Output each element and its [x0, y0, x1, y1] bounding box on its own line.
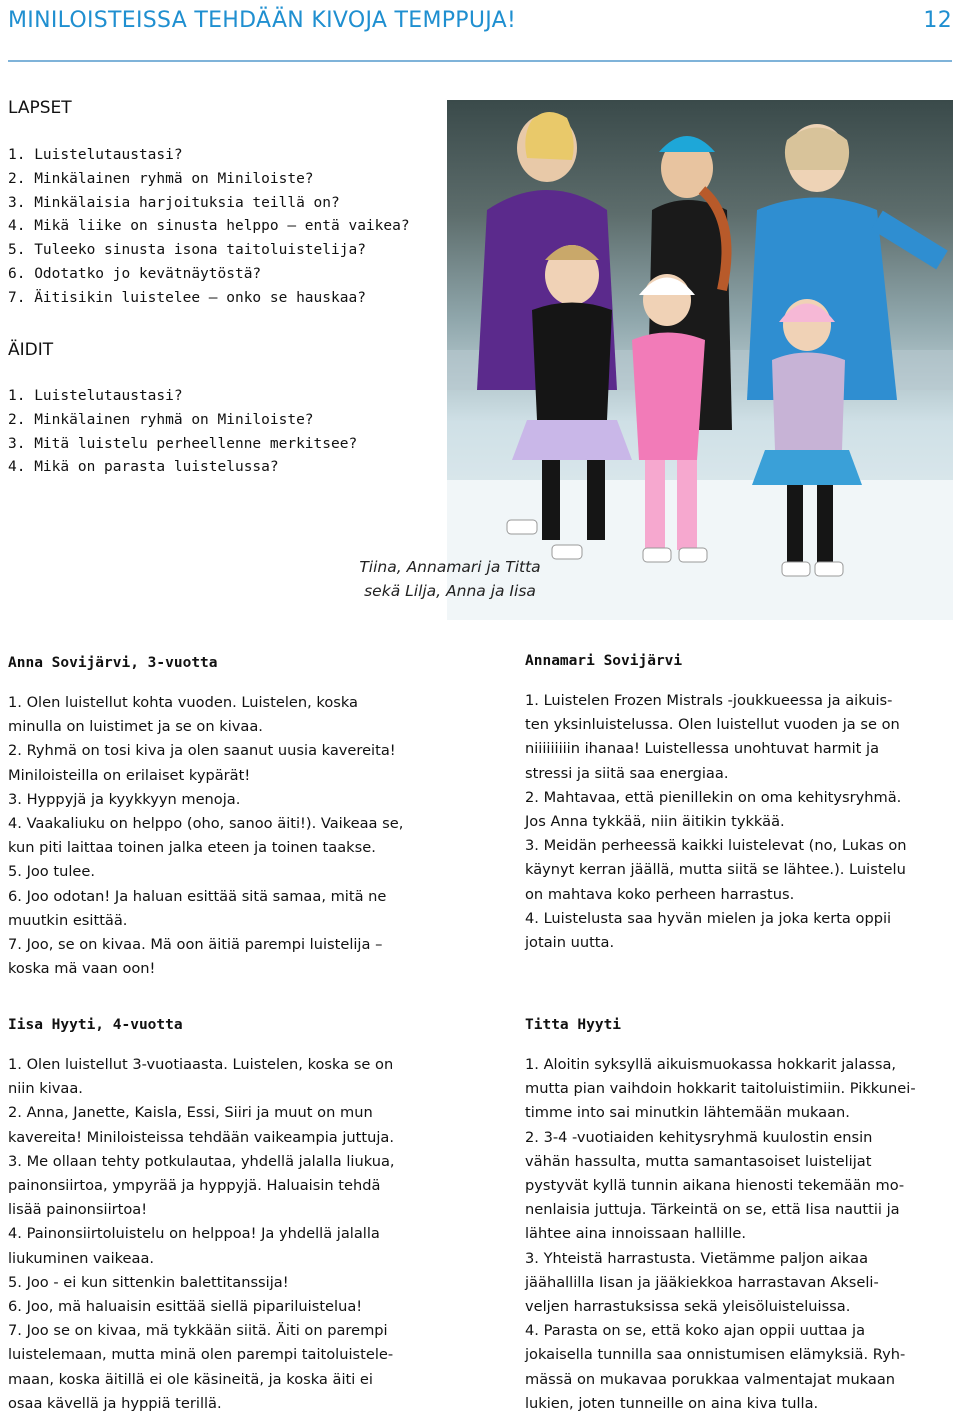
question-item: 4. Mikä on parasta luistelussa?: [8, 459, 279, 476]
interviewee-name: Titta Hyyti: [525, 1017, 622, 1033]
answer-line: lähtee aina innoissaan hallille.: [525, 1225, 746, 1243]
page-title: MINILOISTEISSA TEHDÄÄN KIVOJA TEMPPUJA!: [8, 7, 517, 33]
answer-line: pystyvät kyllä tunnin aikana hienosti tekemään mo-: [525, 1177, 905, 1195]
answer-line: luistelemaan, mutta minä olen parempi taitoluistele-: [8, 1346, 394, 1364]
children-heading: LAPSET: [8, 98, 72, 118]
answer-line: timme into sai minutkin lähtemään mukaan.: [525, 1104, 850, 1122]
answer-line: 1. Olen luistellut kohta vuoden. Luistelen, koska: [8, 694, 358, 711]
answer-line: 4. Painonsiirtoluistelu on helppoa! Ja yhdellä jalalla: [8, 1225, 380, 1243]
answer-line: jäähallilla Iisan ja jääkiekkoa harrastavan Akseli-: [525, 1273, 879, 1291]
answer-line: 1. Aloitin syksyllä aikuismuokassa hokkarit jalassa,: [525, 1056, 897, 1073]
page-header: [8, 2, 952, 38]
answer-line: vähän hassulta, mutta samantasoiset luistelijat: [525, 1152, 872, 1170]
children-question-list: [8, 144, 428, 311]
answer-line: jokaisella tunnilla saa onnistumisen elämyksiä. Ryh-: [525, 1346, 906, 1364]
answer-line: jotain uutta.: [525, 934, 615, 952]
answer-line: 1. Luistelen Frozen Mistrals -joukkueessa ja aikuis-: [525, 692, 893, 709]
answer-line: käynyt kerran jäällä, mutta siitä se lähtee.). Luistelu: [525, 861, 906, 879]
answer-line: niin kivaa.: [8, 1080, 83, 1098]
answer-line: Miniloisteilla on erilaiset kypärät!: [8, 766, 251, 784]
answer-line: osaa kävellä ja hyppiä terillä.: [8, 1394, 222, 1412]
answer-line: 5. Joo - ei kun sittenkin balettitanssija!: [8, 1273, 289, 1291]
question-item: 6. Odotatko jo kevätnäytöstä?: [8, 265, 262, 282]
answer-line: ten yksinluistelussa. Olen luistellut vuoden ja se on: [525, 716, 900, 734]
interviewee-name: Iisa Hyyti, 4-vuotta: [8, 1017, 183, 1033]
answer-line: 6. Joo odotan! Ja haluan esittää sitä samaa, mitä ne: [8, 887, 387, 905]
answer-line: 3. Yhteistä harrastusta. Vietämme paljon aikaa: [525, 1249, 869, 1267]
answer-line: on mahtava koko perheen harrastus.: [525, 885, 795, 903]
answer-line: kun piti laittaa toinen jalka eteen ja toinen taakse.: [8, 839, 376, 857]
answer-line: mutta pian vaihdoin hokkarit taitoluistimiin. Pikkunei-: [525, 1080, 916, 1098]
question-item: 2. Minkälainen ryhmä on Miniloiste?: [8, 411, 314, 428]
page-number: 12: [923, 7, 952, 33]
interviewee-name: Annamari Sovijärvi: [525, 653, 683, 669]
answer-line: painonsiirtoa, ympyrää ja hyppyjä. Haluaisin tehdä: [8, 1177, 381, 1195]
answer-line: mässä on mukavaa porukkaa valmentajat mukaan: [525, 1370, 896, 1388]
answer-line: Jos Anna tykkää, niin äitikin tykkää.: [525, 813, 785, 831]
answer-line: 3. Me ollaan tehty potkulautaa, yhdellä jalalla liukua,: [8, 1152, 395, 1170]
answer-line: kavereita! Miniloisteissa tehdään vaikeampia juttuja.: [8, 1128, 394, 1146]
answer-line: 2. Mahtavaa, että pienillekin on oma kehitysryhmä.: [525, 788, 902, 806]
interview-iisa: [8, 1014, 436, 1416]
answer-line: 7. Joo se on kivaa, mä tykkään siitä. Äiti on parempi: [8, 1322, 388, 1340]
answer-line: stressi ja siitä saa energiaa.: [525, 764, 729, 782]
interview-titta: [525, 1014, 953, 1416]
answer-line: koska mä vaan oon!: [8, 960, 156, 978]
question-item: 1. Luistelutaustasi?: [8, 147, 183, 163]
skaters-photo: [447, 100, 953, 620]
answer-line: 7. Joo, se on kivaa. Mä oon äitiä parempi luistelija –: [8, 936, 383, 954]
question-item: 3. Mitä luistelu perheellenne merkitsee?: [8, 435, 358, 452]
answer-line: 2. 3-4 -vuotiaiden kehitysryhmä kuulostin ensin: [525, 1128, 873, 1146]
answer-line: 5. Joo tulee.: [8, 863, 95, 881]
question-item: 4. Mikä liike on sinusta helppo – entä vaikea?: [8, 218, 410, 235]
answer-line: 4. Vaakaliuku on helppo (oho, sanoo äiti!). Vaikeaa se,: [8, 815, 404, 833]
answer-line: maan, koska äitillä ei ole käsineitä, ja koska äiti ei: [8, 1370, 373, 1388]
caption-line: sekä Lilja, Anna ja Iisa: [364, 582, 536, 600]
answer-line: 3. Hyppyjä ja kyykkyyn menoja.: [8, 790, 241, 808]
answer-line: liukuminen vaikeaa.: [8, 1249, 155, 1267]
mothers-heading: ÄIDIT: [8, 340, 54, 360]
interviewee-name: Anna Sovijärvi, 3-vuotta: [8, 655, 218, 671]
answer-line: 2. Anna, Janette, Kaisla, Essi, Siiri ja muut on mun: [8, 1104, 373, 1122]
skaters-photo-illustration: [447, 100, 953, 620]
interview-anna: [8, 652, 436, 981]
question-item: 5. Tuleeko sinusta isona taitoluistelija?: [8, 242, 366, 259]
children-questions: [8, 96, 428, 311]
interview-annamari: [525, 650, 953, 955]
header-divider: [8, 60, 952, 62]
answer-line: veljen harrastuksissa sekä yleisöluisteluissa.: [525, 1298, 851, 1316]
answer-line: muutkin esittää.: [8, 911, 128, 929]
answer-line: 4. Luistelusta saa hyvän mielen ja joka kerta oppii: [525, 909, 892, 927]
mothers-question-list: [8, 385, 428, 480]
answer-line: 2. Ryhmä on tosi kiva ja olen saanut uusia kavereita!: [8, 742, 396, 760]
mothers-questions: [8, 338, 428, 480]
question-item: 1. Luistelutaustasi?: [8, 388, 183, 404]
answer-line: minulla on luistimet ja se on kivaa.: [8, 718, 263, 736]
answer-line: 4. Parasta on se, että koko ajan oppii uuttaa ja: [525, 1322, 866, 1340]
photo-caption: [180, 555, 720, 603]
question-item: 3. Minkälaisia harjoituksia teillä on?: [8, 194, 340, 211]
answer-line: 1. Olen luistellut 3-vuotiaasta. Luistelen, koska se on: [8, 1056, 394, 1073]
answer-line: 3. Meidän perheessä kaikki luistelevat (no, Lukas on: [525, 837, 907, 855]
question-item: 7. Äitisikin luistelee – onko se hauskaa?: [8, 289, 366, 306]
answer-line: 6. Joo, mä haluaisin esittää siellä pipariluistelua!: [8, 1298, 363, 1316]
answer-line: nenlaisia juttuja. Tärkeintä on se, että Iisa nauttii ja: [525, 1201, 900, 1219]
answer-line: lukien, joten tunneille on aina kiva tulla.: [525, 1394, 819, 1412]
caption-line: Tiina, Annamari ja Titta: [359, 558, 541, 576]
answer-line: lisää painonsiirtoa!: [8, 1201, 148, 1219]
answer-line: niiiiiiiiin ihanaa! Luistellessa unohtuvat harmit ja: [525, 740, 880, 758]
question-item: 2. Minkälainen ryhmä on Miniloiste?: [8, 170, 314, 187]
